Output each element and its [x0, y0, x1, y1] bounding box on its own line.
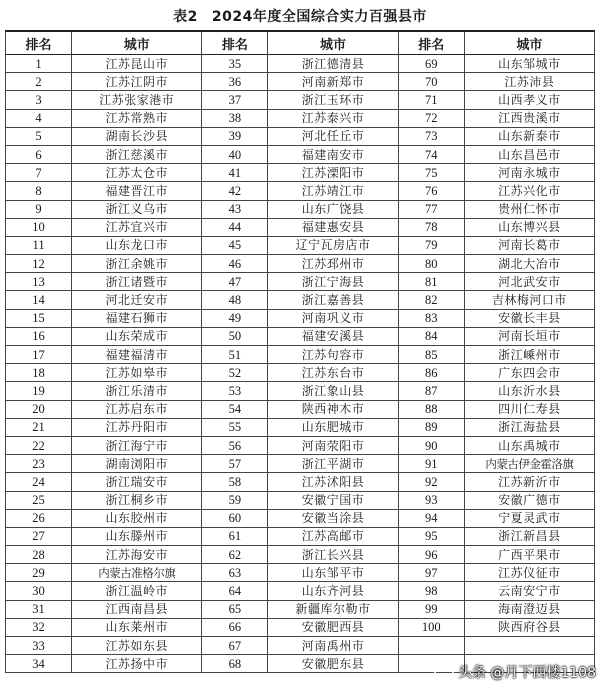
rank-cell: 11 — [6, 236, 72, 254]
rank-cell: 93 — [398, 491, 464, 509]
rank-cell: 18 — [6, 364, 72, 382]
rank-cell: 7 — [6, 164, 72, 182]
city-cell: 江苏丹阳市 — [72, 418, 202, 436]
city-cell: 内蒙古伊金霍洛旗 — [464, 455, 594, 473]
rank-cell: 73 — [398, 127, 464, 145]
table-row — [6, 255, 595, 273]
table-row — [6, 309, 595, 327]
city-cell: 河北武安市 — [464, 273, 594, 291]
city-cell: 福建晋江市 — [72, 182, 202, 200]
rank-cell: 25 — [6, 491, 72, 509]
city-cell: 江苏江阴市 — [72, 73, 202, 91]
table-row — [6, 546, 595, 564]
rank-cell: 85 — [398, 346, 464, 364]
rank-cell: 51 — [202, 346, 268, 364]
city-cell: 江西南昌县 — [72, 600, 202, 618]
city-cell: 河南新郑市 — [268, 73, 398, 91]
city-cell: 江苏新沂市 — [464, 473, 594, 491]
city-cell: 河南永城市 — [464, 164, 594, 182]
city-cell: 海南澄迈县 — [464, 600, 594, 618]
city-cell: 江苏泰兴市 — [268, 109, 398, 127]
city-cell: 江苏昆山市 — [72, 55, 202, 73]
rank-cell: 71 — [398, 91, 464, 109]
rank-cell: 90 — [398, 436, 464, 454]
rank-header: 排名 — [202, 31, 268, 55]
ranking-table — [5, 30, 595, 673]
rank-cell: 28 — [6, 546, 72, 564]
city-cell: 河南禹州市 — [268, 637, 398, 655]
city-cell: 安徽广德市 — [464, 491, 594, 509]
city-cell: 浙江玉环市 — [268, 91, 398, 109]
city-cell: 山东荣成市 — [72, 327, 202, 345]
table-row — [6, 236, 595, 254]
rank-cell: 17 — [6, 346, 72, 364]
city-cell — [464, 637, 594, 655]
rank-cell: 38 — [202, 109, 268, 127]
city-cell: 陕西神木市 — [268, 400, 398, 418]
rank-cell: 10 — [6, 218, 72, 236]
city-cell: 福建惠安县 — [268, 218, 398, 236]
rank-cell: 53 — [202, 382, 268, 400]
rank-cell: 88 — [398, 400, 464, 418]
city-cell: 江苏东台市 — [268, 364, 398, 382]
table-row — [6, 436, 595, 454]
table-row — [6, 164, 595, 182]
table-row — [6, 509, 595, 527]
city-cell: 辽宁瓦房店市 — [268, 236, 398, 254]
table-row — [6, 91, 595, 109]
table-row — [6, 109, 595, 127]
city-cell: 江苏扬中市 — [72, 655, 202, 673]
rank-cell: 8 — [6, 182, 72, 200]
table-row — [6, 327, 595, 345]
rank-cell: 66 — [202, 618, 268, 636]
table-row — [6, 73, 595, 91]
table-row — [6, 400, 595, 418]
rank-cell: 9 — [6, 200, 72, 218]
rank-cell: 94 — [398, 509, 464, 527]
rank-cell: 39 — [202, 127, 268, 145]
rank-cell: 91 — [398, 455, 464, 473]
city-cell: 山东莱州市 — [72, 618, 202, 636]
city-cell: 福建石狮市 — [72, 309, 202, 327]
city-cell: 四川仁寿县 — [464, 400, 594, 418]
city-cell: 安徽肥东县 — [268, 655, 398, 673]
city-cell: 新疆库尔勒市 — [268, 600, 398, 618]
rank-cell: 78 — [398, 218, 464, 236]
rank-cell: 70 — [398, 73, 464, 91]
rank-cell: 59 — [202, 491, 268, 509]
city-cell: 江苏句容市 — [268, 346, 398, 364]
table-row — [6, 145, 595, 163]
city-cell: 江苏启东市 — [72, 400, 202, 418]
city-cell: 湖北大冶市 — [464, 255, 594, 273]
city-cell: 陕西府谷县 — [464, 618, 594, 636]
city-cell: 福建福清市 — [72, 346, 202, 364]
rank-cell: 99 — [398, 600, 464, 618]
city-cell: 江苏兴化市 — [464, 182, 594, 200]
city-cell: 浙江长兴县 — [268, 546, 398, 564]
rank-cell: 41 — [202, 164, 268, 182]
city-cell: 山东龙口市 — [72, 236, 202, 254]
city-cell: 安徽当涂县 — [268, 509, 398, 527]
city-cell: 山东肥城市 — [268, 418, 398, 436]
city-cell: 山东博兴县 — [464, 218, 594, 236]
rank-cell: 58 — [202, 473, 268, 491]
rank-cell: 35 — [202, 55, 268, 73]
city-cell: 浙江温岭市 — [72, 582, 202, 600]
rank-cell: 64 — [202, 582, 268, 600]
rank-cell: 47 — [202, 273, 268, 291]
rank-cell: 32 — [6, 618, 72, 636]
city-cell: 江苏溧阳市 — [268, 164, 398, 182]
city-cell: 江苏靖江市 — [268, 182, 398, 200]
city-cell: 浙江嘉善县 — [268, 291, 398, 309]
rank-cell: 100 — [398, 618, 464, 636]
city-header: 城市 — [268, 31, 398, 55]
city-cell: 江西贵溪市 — [464, 109, 594, 127]
city-cell: 浙江海盐县 — [464, 418, 594, 436]
rank-cell: 40 — [202, 145, 268, 163]
rank-cell: 95 — [398, 527, 464, 545]
city-cell: 福建南安市 — [268, 145, 398, 163]
city-cell: 山东邹城市 — [464, 55, 594, 73]
rank-cell: 42 — [202, 182, 268, 200]
rank-cell: 26 — [6, 509, 72, 527]
city-cell: 浙江平湖市 — [268, 455, 398, 473]
rank-cell: 16 — [6, 327, 72, 345]
city-cell: 河南长葛市 — [464, 236, 594, 254]
city-cell: 浙江新昌县 — [464, 527, 594, 545]
rank-cell: 5 — [6, 127, 72, 145]
rank-cell: 23 — [6, 455, 72, 473]
city-cell: 河北任丘市 — [268, 127, 398, 145]
table-row — [6, 455, 595, 473]
city-cell: 浙江诸暨市 — [72, 273, 202, 291]
rank-cell: 22 — [6, 436, 72, 454]
city-cell: 江苏沛县 — [464, 73, 594, 91]
table-row — [6, 364, 595, 382]
city-cell: 安徽肥西县 — [268, 618, 398, 636]
rank-cell: 33 — [6, 637, 72, 655]
city-cell: 浙江德清县 — [268, 55, 398, 73]
rank-cell: 67 — [202, 637, 268, 655]
rank-cell: 75 — [398, 164, 464, 182]
city-cell: 山东沂水县 — [464, 382, 594, 400]
city-cell: 江苏常熟市 — [72, 109, 202, 127]
city-cell: 山东邹平市 — [268, 564, 398, 582]
rank-cell: 77 — [398, 200, 464, 218]
city-header: 城市 — [464, 31, 594, 55]
table-row — [6, 346, 595, 364]
rank-cell: 84 — [398, 327, 464, 345]
rank-cell: 50 — [202, 327, 268, 345]
city-cell: 云南安宁市 — [464, 582, 594, 600]
city-cell: 江苏高邮市 — [268, 527, 398, 545]
rank-cell: 21 — [6, 418, 72, 436]
city-header: 城市 — [72, 31, 202, 55]
rank-cell: 31 — [6, 600, 72, 618]
rank-cell: 83 — [398, 309, 464, 327]
rank-cell: 79 — [398, 236, 464, 254]
table-row — [6, 218, 595, 236]
city-cell: 贵州仁怀市 — [464, 200, 594, 218]
rank-cell: 72 — [398, 109, 464, 127]
rank-cell: 54 — [202, 400, 268, 418]
rank-cell: 74 — [398, 145, 464, 163]
table-row — [6, 382, 595, 400]
city-cell: 江苏如东县 — [72, 637, 202, 655]
rank-cell: 45 — [202, 236, 268, 254]
city-cell: 福建安溪县 — [268, 327, 398, 345]
city-cell: 山东广饶县 — [268, 200, 398, 218]
table-row — [6, 291, 595, 309]
table-header-row — [6, 31, 595, 55]
rank-cell: 29 — [6, 564, 72, 582]
city-cell: 江苏海安市 — [72, 546, 202, 564]
rank-cell: 87 — [398, 382, 464, 400]
rank-cell: 3 — [6, 91, 72, 109]
city-cell: 宁夏灵武市 — [464, 509, 594, 527]
rank-cell: 24 — [6, 473, 72, 491]
city-cell: 河南荥阳市 — [268, 436, 398, 454]
table-body — [6, 55, 595, 673]
rank-cell: 61 — [202, 527, 268, 545]
city-cell: 广西平果市 — [464, 546, 594, 564]
table-row — [6, 600, 595, 618]
watermark-text: 头条 @月下西楼1108 — [457, 665, 596, 681]
rank-cell: 96 — [398, 546, 464, 564]
city-cell: 江苏张家港市 — [72, 91, 202, 109]
city-cell: 浙江海宁市 — [72, 436, 202, 454]
rank-cell: 68 — [202, 655, 268, 673]
table-row — [6, 527, 595, 545]
rank-cell: 98 — [398, 582, 464, 600]
city-cell: 浙江象山县 — [268, 382, 398, 400]
table-row — [6, 273, 595, 291]
rank-cell: 89 — [398, 418, 464, 436]
city-cell: 浙江义乌市 — [72, 200, 202, 218]
city-cell: 河南长垣市 — [464, 327, 594, 345]
rank-cell: 1 — [6, 55, 72, 73]
city-cell: 安徽长丰县 — [464, 309, 594, 327]
city-cell: 浙江乐清市 — [72, 382, 202, 400]
city-cell: 浙江桐乡市 — [72, 491, 202, 509]
rank-cell: 19 — [6, 382, 72, 400]
city-cell: 浙江余姚市 — [72, 255, 202, 273]
city-cell: 江苏宜兴市 — [72, 218, 202, 236]
table-row — [6, 473, 595, 491]
rank-cell: 43 — [202, 200, 268, 218]
rank-cell: 30 — [6, 582, 72, 600]
city-cell: 山东胶州市 — [72, 509, 202, 527]
rank-cell: 46 — [202, 255, 268, 273]
rank-cell: 57 — [202, 455, 268, 473]
city-cell: 河南巩义市 — [268, 309, 398, 327]
rank-cell: 27 — [6, 527, 72, 545]
city-cell: 浙江嵊州市 — [464, 346, 594, 364]
rank-cell: 49 — [202, 309, 268, 327]
table-row — [6, 618, 595, 636]
table-number: 表2 — [173, 9, 198, 25]
watermark — [434, 661, 596, 683]
rank-cell: 86 — [398, 364, 464, 382]
city-cell: 浙江宁海县 — [268, 273, 398, 291]
rank-cell: 6 — [6, 145, 72, 163]
table-title — [0, 6, 600, 26]
rank-cell: 76 — [398, 182, 464, 200]
rank-cell: 34 — [6, 655, 72, 673]
city-cell: 山东齐河县 — [268, 582, 398, 600]
rank-cell: 80 — [398, 255, 464, 273]
rank-header: 排名 — [6, 31, 72, 55]
city-cell: 山东新泰市 — [464, 127, 594, 145]
city-cell: 浙江瑞安市 — [72, 473, 202, 491]
rank-cell: 36 — [202, 73, 268, 91]
rank-cell: 69 — [398, 55, 464, 73]
table-caption: 2024年度全国综合实力百强县市 — [211, 9, 427, 25]
table-row — [6, 564, 595, 582]
city-cell: 江苏太仓市 — [72, 164, 202, 182]
rank-cell: 44 — [202, 218, 268, 236]
city-cell: 山东昌邑市 — [464, 145, 594, 163]
city-cell: 山东滕州市 — [72, 527, 202, 545]
city-cell: 江苏仪征市 — [464, 564, 594, 582]
rank-header: 排名 — [398, 31, 464, 55]
rank-cell: 2 — [6, 73, 72, 91]
rank-cell — [398, 637, 464, 655]
rank-cell: 55 — [202, 418, 268, 436]
city-cell: 湖南长沙县 — [72, 127, 202, 145]
rank-cell: 62 — [202, 546, 268, 564]
rank-cell: 12 — [6, 255, 72, 273]
rank-cell: 48 — [202, 291, 268, 309]
rank-cell: 52 — [202, 364, 268, 382]
city-cell: 山西孝义市 — [464, 91, 594, 109]
rank-cell: 56 — [202, 436, 268, 454]
rank-cell: 81 — [398, 273, 464, 291]
rank-cell: 82 — [398, 291, 464, 309]
table-row — [6, 582, 595, 600]
city-cell: 山东禹城市 — [464, 436, 594, 454]
rank-cell: 37 — [202, 91, 268, 109]
city-cell: 浙江慈溪市 — [72, 145, 202, 163]
table-row — [6, 127, 595, 145]
city-cell: 内蒙古准格尔旗 — [72, 564, 202, 582]
rank-cell: 15 — [6, 309, 72, 327]
table-row — [6, 491, 595, 509]
rank-cell: 13 — [6, 273, 72, 291]
rank-cell: 20 — [6, 400, 72, 418]
rank-cell: 60 — [202, 509, 268, 527]
city-cell: 江苏如皋市 — [72, 364, 202, 382]
city-cell: 安徽宁国市 — [268, 491, 398, 509]
table-row — [6, 55, 595, 73]
rank-cell: 14 — [6, 291, 72, 309]
city-cell: 江苏邳州市 — [268, 255, 398, 273]
rank-cell: 92 — [398, 473, 464, 491]
rank-cell: 4 — [6, 109, 72, 127]
table-row — [6, 637, 595, 655]
rank-cell: 63 — [202, 564, 268, 582]
city-cell: 河北迁安市 — [72, 291, 202, 309]
rank-cell: 97 — [398, 564, 464, 582]
city-cell: 吉林梅河口市 — [464, 291, 594, 309]
rank-cell: 65 — [202, 600, 268, 618]
table-row — [6, 418, 595, 436]
city-cell: 广东四会市 — [464, 364, 594, 382]
city-cell: 湖南浏阳市 — [72, 455, 202, 473]
table-row — [6, 182, 595, 200]
city-cell: 江苏沭阳县 — [268, 473, 398, 491]
toutiao-logo-icon — [434, 664, 454, 680]
table-row — [6, 200, 595, 218]
